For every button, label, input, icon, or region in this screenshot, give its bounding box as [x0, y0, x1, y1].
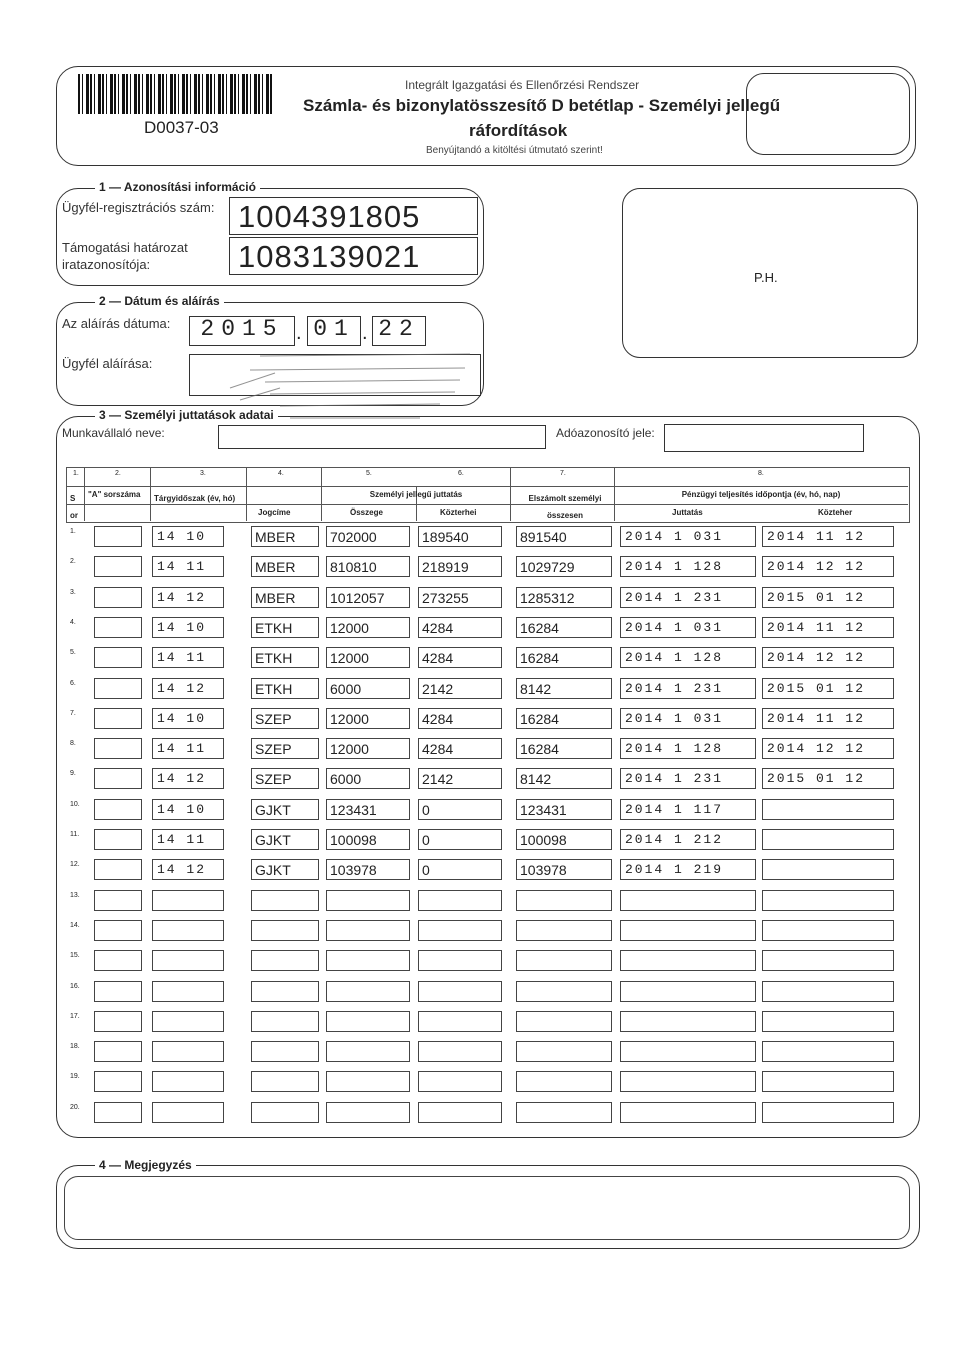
payment-date-cell[interactable] [620, 1071, 756, 1092]
col-divider-6 [510, 467, 511, 521]
amount-cell[interactable] [326, 950, 410, 971]
title-code-cell[interactable] [251, 1041, 319, 1062]
hdr-elszamolt: Elszámolt személyi összesen [528, 494, 602, 520]
employee-name-field[interactable] [218, 425, 546, 449]
amount-cell[interactable]: 702000 [326, 526, 410, 547]
payment-date-cell[interactable] [620, 950, 756, 971]
period-cell[interactable]: 14 12 [152, 859, 224, 880]
amount-cell[interactable]: 12000 [326, 647, 410, 668]
row-number: 15. [70, 952, 80, 959]
tax-id-label: Adóazonosító jele: [556, 426, 655, 440]
title-code-cell[interactable]: MBER [251, 587, 319, 608]
row-number: 13. [70, 892, 80, 899]
charges-cell[interactable] [418, 1041, 502, 1062]
section1-title: 1 — Azonosítási információ [95, 180, 260, 194]
a-sorszam-cell[interactable] [94, 1041, 142, 1062]
colnum-8: 8. [758, 470, 764, 477]
a-sorszam-cell[interactable] [94, 981, 142, 1002]
charges-cell[interactable]: 2142 [418, 768, 502, 789]
a-sorszam-cell[interactable] [94, 556, 142, 577]
title-code-cell[interactable] [251, 950, 319, 971]
row-number: 10. [70, 801, 80, 808]
charge-date-cell[interactable]: 2014 11 12 [762, 617, 894, 638]
row-number: 8. [70, 740, 76, 747]
a-sorszam-cell[interactable] [94, 1071, 142, 1092]
remark-field[interactable] [64, 1176, 910, 1240]
row-number: 9. [70, 770, 76, 777]
hdr-szemelyi-juttatas: Személyi jellegű juttatás [369, 490, 463, 499]
total-cell[interactable]: 16284 [516, 708, 612, 729]
total-cell[interactable] [516, 890, 612, 911]
period-cell[interactable] [152, 890, 224, 911]
payment-date-cell[interactable] [620, 890, 756, 911]
period-cell[interactable]: 14 10 [152, 526, 224, 547]
client-reg-field[interactable]: 1004391805 [229, 197, 478, 235]
charges-cell[interactable] [418, 1102, 502, 1123]
total-cell[interactable] [516, 1102, 612, 1123]
charge-date-cell[interactable] [762, 1071, 894, 1092]
title-code-cell[interactable] [251, 1071, 319, 1092]
row-number: 1. [70, 528, 76, 535]
section2-title: 2 — Dátum és aláírás [95, 294, 224, 308]
a-sorszam-cell[interactable] [94, 647, 142, 668]
payment-date-cell[interactable]: 2014 1 212 [620, 829, 756, 850]
charges-cell[interactable]: 4284 [418, 647, 502, 668]
total-cell[interactable]: 16284 [516, 738, 612, 759]
payment-date-cell[interactable]: 2014 1 231 [620, 678, 756, 699]
total-cell[interactable]: 1029729 [516, 556, 612, 577]
charge-date-cell[interactable]: 2014 12 12 [762, 556, 894, 577]
date-dot-1: . [296, 322, 302, 344]
amount-cell[interactable] [326, 1071, 410, 1092]
period-cell[interactable] [152, 1071, 224, 1092]
row-number: 6. [70, 680, 76, 687]
payment-date-cell[interactable]: 2014 1 231 [620, 768, 756, 789]
total-cell[interactable] [516, 1011, 612, 1032]
form-code: D0037-03 [144, 118, 219, 137]
col-divider-3 [246, 467, 247, 521]
stamp-label: P.H. [754, 270, 778, 285]
charge-date-cell[interactable] [762, 1041, 894, 1062]
total-cell[interactable]: 103978 [516, 859, 612, 880]
form-title-line1: Számla- és bizonylatösszesítő D betétlap - Személyi jellegű [303, 96, 781, 115]
charge-date-cell[interactable] [762, 799, 894, 820]
a-sorszam-cell[interactable] [94, 768, 142, 789]
a-sorszam-cell[interactable] [94, 859, 142, 880]
a-sorszam-cell[interactable] [94, 678, 142, 699]
payment-date-cell[interactable]: 2014 1 117 [620, 799, 756, 820]
row-number: 11. [70, 831, 80, 838]
amount-cell[interactable] [326, 890, 410, 911]
date-month-field[interactable]: 01 [307, 316, 361, 346]
charges-cell[interactable] [418, 920, 502, 941]
charges-cell[interactable]: 4284 [418, 617, 502, 638]
charges-cell[interactable] [418, 1071, 502, 1092]
total-cell[interactable]: 16284 [516, 617, 612, 638]
row-number: 18. [70, 1043, 80, 1050]
form-title-line2: ráfordítások [469, 121, 568, 140]
hdr-kozteher: Közteher [818, 508, 853, 517]
charge-date-cell[interactable] [762, 890, 894, 911]
amount-cell[interactable] [326, 981, 410, 1002]
charge-date-cell[interactable] [762, 920, 894, 941]
charge-date-cell[interactable]: 2015 01 12 [762, 768, 894, 789]
charge-date-cell[interactable] [762, 981, 894, 1002]
row-number: 4. [70, 619, 76, 626]
charges-cell[interactable]: 2142 [418, 678, 502, 699]
hdr-osszege: Összege [350, 508, 383, 517]
total-cell[interactable] [516, 950, 612, 971]
charges-cell[interactable]: 273255 [418, 587, 502, 608]
col-divider-1 [84, 467, 85, 521]
charges-cell[interactable]: 218919 [418, 556, 502, 577]
hdr-sorszam: S or [70, 494, 78, 520]
charges-cell[interactable] [418, 1011, 502, 1032]
decision-id-field[interactable]: 1083139021 [229, 237, 478, 275]
charges-cell[interactable]: 0 [418, 799, 502, 820]
period-cell[interactable]: 14 11 [152, 829, 224, 850]
period-cell[interactable]: 14 11 [152, 556, 224, 577]
colnum-6: 6. [458, 470, 464, 477]
amount-cell[interactable] [326, 1041, 410, 1062]
row-number: 7. [70, 710, 76, 717]
date-day-field[interactable]: 22 [372, 316, 426, 346]
colnum-5: 5. [366, 470, 372, 477]
charges-cell[interactable]: 4284 [418, 738, 502, 759]
signature-label: Ügyfél aláírása: [62, 356, 153, 371]
amount-cell[interactable]: 123431 [326, 799, 410, 820]
charges-cell[interactable]: 4284 [418, 708, 502, 729]
date-year-field[interactable]: 2015 [189, 316, 295, 346]
total-cell[interactable]: 891540 [516, 526, 612, 547]
charge-date-cell[interactable] [762, 1011, 894, 1032]
client-reg-label: Ügyfél-regisztrációs szám: [62, 200, 215, 215]
charges-cell[interactable] [418, 981, 502, 1002]
row-number: 19. [70, 1073, 80, 1080]
amount-cell[interactable]: 12000 [326, 617, 410, 638]
row-number: 16. [70, 983, 80, 990]
period-cell[interactable] [152, 1011, 224, 1032]
total-cell[interactable] [516, 981, 612, 1002]
amount-cell[interactable]: 1012057 [326, 587, 410, 608]
amount-cell[interactable] [326, 920, 410, 941]
charge-date-cell[interactable]: 2014 11 12 [762, 526, 894, 547]
payment-date-cell[interactable]: 2014 1 031 [620, 526, 756, 547]
hdr-a-sorszama: "A" sorszáma [88, 490, 141, 499]
title-code-cell[interactable] [251, 1102, 319, 1123]
barcode [78, 74, 274, 114]
a-sorszam-cell[interactable] [94, 526, 142, 547]
period-cell[interactable] [152, 981, 224, 1002]
a-sorszam-cell[interactable] [94, 950, 142, 971]
payment-date-cell[interactable]: 2014 1 219 [620, 859, 756, 880]
title-code-cell[interactable]: SZEP [251, 768, 319, 789]
title-code-cell[interactable]: ETKH [251, 678, 319, 699]
a-sorszam-cell[interactable] [94, 617, 142, 638]
charges-cell[interactable]: 0 [418, 829, 502, 850]
payment-date-cell[interactable] [620, 981, 756, 1002]
payment-date-cell[interactable] [620, 1102, 756, 1123]
a-sorszam-cell[interactable] [94, 738, 142, 759]
title-code-cell[interactable]: ETKH [251, 647, 319, 668]
title-code-cell[interactable] [251, 981, 319, 1002]
charge-date-cell[interactable]: 2014 12 12 [762, 738, 894, 759]
a-sorszam-cell[interactable] [94, 799, 142, 820]
payment-date-cell[interactable] [620, 920, 756, 941]
a-sorszam-cell[interactable] [94, 587, 142, 608]
col-divider-2 [150, 467, 151, 521]
submission-note: Benyújtandó a kitöltési útmutató szerint! [426, 145, 603, 156]
period-cell[interactable]: 14 11 [152, 647, 224, 668]
period-cell[interactable] [152, 950, 224, 971]
hdr-kozterhei: Közterhei [440, 508, 477, 517]
payment-date-cell[interactable]: 2014 1 031 [620, 617, 756, 638]
amount-cell[interactable]: 6000 [326, 768, 410, 789]
period-cell[interactable] [152, 1041, 224, 1062]
payment-date-cell[interactable]: 2014 1 128 [620, 647, 756, 668]
row-number: 14. [70, 922, 80, 929]
amount-cell[interactable]: 103978 [326, 859, 410, 880]
charges-cell[interactable] [418, 890, 502, 911]
charges-cell[interactable]: 0 [418, 859, 502, 880]
row-number: 20. [70, 1104, 80, 1111]
period-cell[interactable]: 14 10 [152, 708, 224, 729]
payment-date-cell[interactable] [620, 1011, 756, 1032]
total-cell[interactable]: 123431 [516, 799, 612, 820]
total-cell[interactable]: 100098 [516, 829, 612, 850]
colnum-4: 4. [278, 470, 284, 477]
section3-title: 3 — Személyi juttatások adatai [95, 408, 278, 422]
row-number: 2. [70, 558, 76, 565]
section4-title: 4 — Megjegyzés [95, 1158, 196, 1172]
header-divider-1 [66, 486, 908, 487]
amount-cell[interactable] [326, 1011, 410, 1032]
a-sorszam-cell[interactable] [94, 890, 142, 911]
colnum-3: 3. [200, 470, 206, 477]
date-dot-2: . [362, 322, 368, 344]
total-cell[interactable] [516, 920, 612, 941]
colnum-1: 1. [73, 470, 79, 477]
hdr-targyidoszak: Tárgyidőszak (év, hó) [154, 494, 236, 503]
colnum-2: 2. [115, 470, 121, 477]
row-number: 5. [70, 649, 76, 656]
tax-id-field[interactable] [664, 424, 864, 452]
period-cell[interactable] [152, 920, 224, 941]
a-sorszam-cell[interactable] [94, 829, 142, 850]
period-cell[interactable]: 14 12 [152, 768, 224, 789]
hdr-penzugyi: Pénzügyi teljesítés időpontja (év, hó, nap) [681, 490, 841, 499]
total-cell[interactable] [516, 1041, 612, 1062]
period-cell[interactable]: 14 10 [152, 799, 224, 820]
title-code-cell[interactable] [251, 890, 319, 911]
total-cell[interactable]: 1285312 [516, 587, 612, 608]
title-code-cell[interactable]: MBER [251, 556, 319, 577]
charge-date-cell[interactable] [762, 829, 894, 850]
title-code-cell[interactable]: GJKT [251, 799, 319, 820]
title-code-cell[interactable]: MBER [251, 526, 319, 547]
title-code-cell[interactable] [251, 920, 319, 941]
amount-cell[interactable]: 12000 [326, 738, 410, 759]
title-code-cell[interactable]: SZEP [251, 738, 319, 759]
a-sorszam-cell[interactable] [94, 1011, 142, 1032]
charge-date-cell[interactable] [762, 859, 894, 880]
amount-cell[interactable]: 810810 [326, 556, 410, 577]
employee-name-label: Munkavállaló neve: [62, 426, 165, 440]
period-cell[interactable]: 14 12 [152, 587, 224, 608]
payment-date-cell[interactable]: 2014 1 031 [620, 708, 756, 729]
row-number: 3. [70, 589, 76, 596]
hdr-juttatas: Juttatás [672, 508, 703, 517]
title-code-cell[interactable]: ETKH [251, 617, 319, 638]
a-sorszam-cell[interactable] [94, 708, 142, 729]
payment-date-cell[interactable]: 2014 1 128 [620, 738, 756, 759]
row-number: 12. [70, 861, 80, 868]
total-cell[interactable] [516, 1071, 612, 1092]
amount-cell[interactable]: 6000 [326, 678, 410, 699]
total-cell[interactable]: 8142 [516, 678, 612, 699]
charges-cell[interactable] [418, 950, 502, 971]
colnum-7: 7. [560, 470, 566, 477]
system-name: Integrált Igazgatási és Ellenőrzési Rendszer [405, 78, 640, 92]
title-code-cell[interactable]: GJKT [251, 829, 319, 850]
period-cell[interactable]: 14 10 [152, 617, 224, 638]
payment-date-cell[interactable]: 2014 1 231 [620, 587, 756, 608]
period-cell[interactable]: 14 11 [152, 738, 224, 759]
charges-cell[interactable]: 189540 [418, 526, 502, 547]
title-code-cell[interactable] [251, 1011, 319, 1032]
row-number: 17. [70, 1013, 80, 1020]
charge-date-cell[interactable] [762, 1102, 894, 1123]
payment-date-cell[interactable]: 2014 1 128 [620, 556, 756, 577]
charge-date-cell[interactable]: 2015 01 12 [762, 587, 894, 608]
charge-date-cell[interactable]: 2014 11 12 [762, 708, 894, 729]
decision-label-line1: Támogatási határozat [62, 240, 188, 255]
amount-cell[interactable] [326, 1102, 410, 1123]
a-sorszam-cell[interactable] [94, 1102, 142, 1123]
hdr-jogcime: Jogcíme [258, 508, 291, 517]
charge-date-cell[interactable]: 2015 01 12 [762, 678, 894, 699]
title-code-cell[interactable]: GJKT [251, 859, 319, 880]
a-sorszam-cell[interactable] [94, 920, 142, 941]
title-code-cell[interactable]: SZEP [251, 708, 319, 729]
payment-date-cell[interactable] [620, 1041, 756, 1062]
total-cell[interactable]: 16284 [516, 647, 612, 668]
decision-label-line2: iratazonosítója: [62, 257, 151, 272]
amount-cell[interactable]: 100098 [326, 829, 410, 850]
total-cell[interactable]: 8142 [516, 768, 612, 789]
office-use-box [746, 73, 910, 155]
charge-date-cell[interactable] [762, 950, 894, 971]
period-cell[interactable] [152, 1102, 224, 1123]
amount-cell[interactable]: 12000 [326, 708, 410, 729]
period-cell[interactable]: 14 12 [152, 678, 224, 699]
signature-date-label: Az aláírás dátuma: [62, 316, 171, 331]
charge-date-cell[interactable]: 2014 12 12 [762, 647, 894, 668]
